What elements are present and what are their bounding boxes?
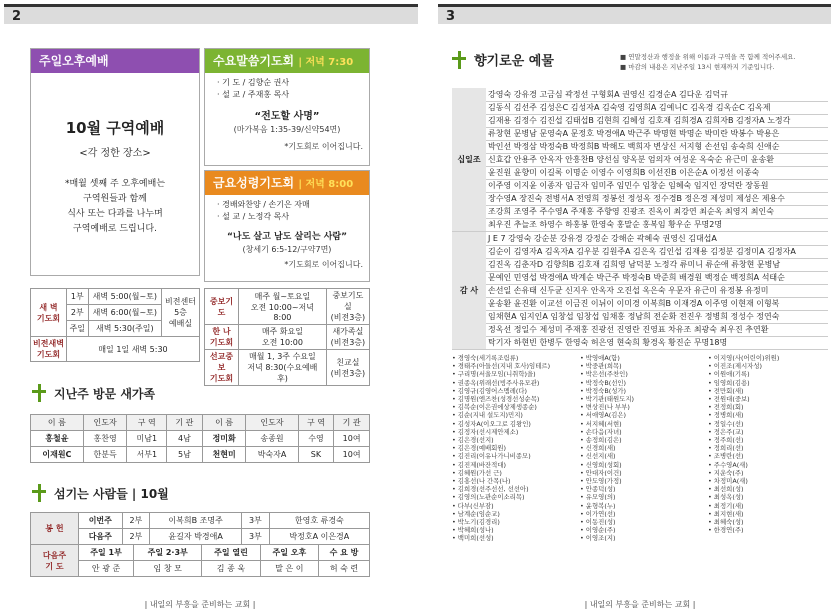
cross-icon <box>452 51 466 69</box>
list-item: • 신영희(성회) <box>580 460 622 469</box>
cell: 새벽 6:00(월~토) <box>88 305 161 321</box>
td: SK <box>298 447 334 463</box>
name-line: 박인선 박정삼 박정숙B 박정희B 박해도 백희자 변상신 서지형 손선임 송숙희 신애순 <box>486 140 828 153</box>
name-line: 손선일 손유태 신두균 신지우 안옥자 오진섭 옥은숙 우문자 유근미 유정봉 유정미 <box>486 284 828 297</box>
list-item: • 전원대(중보) <box>708 395 750 404</box>
list-item: • 남계순(임순교) <box>452 509 500 518</box>
dawn-place: 비전센터 5층 예배실 <box>162 289 200 337</box>
list-item: • 박영애A(함) <box>580 354 620 362</box>
list-item: • 차정미A(새) <box>708 477 748 486</box>
list-item: • 최성옥(성) <box>708 493 744 502</box>
list-item: • 박은선(주찬인) <box>580 370 628 379</box>
th: 구 역 <box>298 415 334 431</box>
fri-item: · 경배와찬양 / 손기은 자매 <box>217 200 310 209</box>
list-item: • 백미희(선성) <box>452 534 494 543</box>
list-item: • 손다음(자녀) <box>580 427 622 436</box>
name-line: 정옥선 정일수 제성미 주재홍 진광선 진영란 진영표 차유조 최광숙 최우진 추연환 <box>486 323 828 336</box>
note-text: 마감의 내용은 지난주일 13시 현재까지 기준입니다. <box>628 63 775 71</box>
cell: 매월 1, 3주 수요일 저녁 8:30(수요예배 후) <box>239 350 327 386</box>
th: 주일 오후 <box>260 545 318 561</box>
name-line: 류창현 문병남 문영숙A 문정호 박경애A 박근주 박명현 박명순 박미란 박봉수 박용은 <box>486 127 828 140</box>
note-line: 식사 또는 다과를 나누며 <box>67 209 163 219</box>
td: 천현미 <box>202 447 246 463</box>
td: 임 창 모 <box>134 561 202 577</box>
list-item: • 최지현(새) <box>708 509 744 518</box>
td: 10여 <box>334 431 370 447</box>
list-item: • 김복순(이은권에상제생종순) <box>452 403 537 412</box>
note-text: 연말정산과 행정을 위해 이름과 구역을 꼭 함께 적어주세요. <box>628 53 796 61</box>
list-item: • 김순(지내 설도지)민지) <box>452 411 523 420</box>
cross-icon <box>32 484 46 502</box>
list-item: • 주수영A(새) <box>708 460 748 469</box>
fri-time: | 저녁 8:00 <box>298 179 354 190</box>
td: 송종원 <box>246 431 298 447</box>
thanks-list <box>452 232 828 350</box>
name-line: J E 7 강영숙 강순분 강유경 강정순 강해순 곽혜숙 권영신 김대섭A <box>486 232 828 245</box>
sunday-title: 주일오후예배 <box>31 49 199 73</box>
sunday-heading: 10월 구역예배 <box>65 119 165 137</box>
list-item: • 조병란(선) <box>708 452 744 461</box>
list-item: • 이지영(사(어린이)위원) <box>708 354 780 362</box>
th: 주일 열린 <box>202 545 260 561</box>
serve-table <box>30 512 370 577</box>
offering-notes <box>620 52 795 72</box>
list-item: • 김홍선(나 간목(나) <box>452 477 511 486</box>
serve-title: 섬기는 사람들 | 10월 <box>54 486 169 501</box>
cross-icon <box>32 384 46 402</box>
cell: 친교실 (비전3층) <box>326 350 369 386</box>
list-item: • 박혜희(성나) <box>452 526 494 535</box>
list-item: • 김진제(바잔적대) <box>452 460 507 469</box>
fri-ref: (창세기 6:5-12/구약7면) <box>242 245 332 254</box>
cell: 선교중보 기도회 <box>205 350 239 386</box>
cell: 매주 화요일 오전 10:00 <box>239 325 327 350</box>
td: 안 광 준 <box>79 561 134 577</box>
td: 한분득 <box>83 447 127 463</box>
wed-item: · 설 교 / 주재홍 목사 <box>217 90 290 99</box>
wed-time: | 저녁 7:30 <box>298 57 354 68</box>
footer-left: | 내일의 부흥을 준비하는 교회 | <box>144 600 256 609</box>
td: 미남1 <box>127 431 167 447</box>
cell: 매일 1일 새벽 5:30 <box>67 337 200 362</box>
wed-ref: (마가복음 1:35-39/신약54면) <box>233 125 341 134</box>
td: 4남 <box>167 431 203 447</box>
purpose-columns <box>452 354 832 543</box>
list-item: • 임영희(김용) <box>708 378 750 387</box>
list-item: • 경태주(아들선(지내 호사)임테르) <box>452 362 551 371</box>
serve-section-title <box>32 484 169 502</box>
cell: 2부 <box>67 305 89 321</box>
list-item: • 구리명(서울모임(니취학)을) <box>452 370 536 379</box>
note-line: 구역예배로 드립니다. <box>73 224 157 234</box>
list-item: • 신경희(새) <box>580 444 616 453</box>
name-line: 임채현A 임지인A 임창섭 임창섭 임채홍 정남희 전순화 전진우 정병희 정성수 정연숙 <box>486 310 828 323</box>
td: 박정호A 이은경A <box>269 529 369 545</box>
list-item: • 김은경(선지) <box>452 436 494 445</box>
th: 주일 1부 <box>79 545 134 561</box>
name-line: 장수영A 장진숙 전병서A 전영희 정봉선 정성옥 정수경B 정은경 제성미 제성은 제용수 <box>486 192 828 205</box>
name-line: 김동식 김선주 김성은C 김성자A 김숙영 김영희A 김예니C 김옥경 김옥순C 김옥제 <box>486 101 828 114</box>
fri-item: · 설 교 / 노정각 목사 <box>217 212 290 221</box>
td: 5남 <box>167 447 203 463</box>
fri-more: *기도회로 이어집니다. <box>284 260 363 269</box>
th: 기 관 <box>167 415 203 431</box>
list-item: • 김영규(김영어스멤레(다) <box>452 386 528 395</box>
list-item: • 최혜숙(성) <box>708 518 744 527</box>
list-item: • 김진리(이유나가니비종모) <box>452 452 531 461</box>
cell: 새벽 5:00(월~토) <box>88 289 161 305</box>
list-item: • 박노기(김경리) <box>452 518 500 527</box>
td: 정미화 <box>202 431 246 447</box>
td: 수영 <box>298 431 334 447</box>
next-prayer-label: 다음주 기 도 <box>31 545 79 577</box>
td: 말 은 이 <box>260 561 318 577</box>
list-item: • 이원애(기록) <box>708 370 750 379</box>
td: 3부 <box>242 513 270 529</box>
dawn-prayer-table <box>30 288 200 362</box>
name-line: 신효갑 안용주 안옥자 안흥찬B 양선심 양옥분 엄의자 여성운 옥숙순 유근미 윤송환 <box>486 153 828 166</box>
list-item: • 박기관(태원도지) <box>580 395 635 404</box>
sunday-afternoon-box <box>30 48 200 276</box>
th: 이 름 <box>202 415 246 431</box>
wed-sermon: “전도할 사명” <box>254 111 320 122</box>
td: 홍찬영 <box>83 431 127 447</box>
th: 기 관 <box>334 415 370 431</box>
list-item: • 박중관(희목) <box>580 362 622 371</box>
offerings-title <box>452 50 554 69</box>
name-line: 윤진원 윤향미 이길록 이명순 이영수 이영희B 이선진B 이은순A 이정선 이종숙 <box>486 166 828 179</box>
list-item: • 유모영(의) <box>580 493 616 502</box>
list-item: • 김혜원(가선 근) <box>452 468 502 477</box>
list-item: • 최선희(성) <box>708 485 744 494</box>
td: 허 숙 련 <box>319 561 370 577</box>
td: 김 종 욱 <box>202 561 260 577</box>
page-number: 3 <box>446 9 456 24</box>
cell: 1부 <box>67 289 89 305</box>
cell: 새벽 5:30(주일) <box>88 321 161 337</box>
list-item: • 이영순(주) <box>580 526 616 535</box>
list-item: • 박정숙B(성가) <box>580 386 627 395</box>
th: 수 요 방 <box>319 545 370 561</box>
list-item: • 서지혜(서현) <box>580 419 622 428</box>
wed-more: *기도회로 이어집니다. <box>284 142 363 151</box>
list-item: • 김희경(선주선선, 선선아) <box>452 485 529 494</box>
cell: 중보기도실 (비전3층) <box>326 289 369 325</box>
list-item: • 정병희(새) <box>708 411 744 420</box>
fri-sermon: “나도 살고 남도 살리는 사람” <box>227 232 347 242</box>
list-item: • 김영의(노관순이소리목) <box>452 493 525 502</box>
vision-dawn-label: 비전새벽 기도회 <box>31 337 67 362</box>
th: 주일 2·3부 <box>134 545 202 561</box>
column <box>708 354 832 543</box>
page-number-bar-right <box>438 4 831 24</box>
footer-right: | 내일의 부흥을 준비하는 교회 | <box>584 600 696 609</box>
list-item: • 최정기(새) <box>708 501 744 510</box>
wed-item: · 기 도 / 김향순 권사 <box>217 78 290 87</box>
cell: 주일 <box>67 321 89 337</box>
name-line: 강영숙 강유경 고금심 곽정선 구형회A 권영신 김경순A 김다운 김덕규 <box>486 88 828 101</box>
visit-title: 지난주 방문 새가족 <box>54 386 156 401</box>
name-line: 조강희 조영주 주수영A 주재홍 주향영 진광조 진옥이 최강연 최순옥 최영지 최인숙 <box>486 205 828 218</box>
th: 인도자 <box>83 415 127 431</box>
list-item: • 변상진(나 부부) <box>580 403 630 412</box>
td: 3부 <box>242 529 270 545</box>
note-line: *매월 셋째 주 오후예배는 <box>64 179 166 189</box>
td: 다음주 <box>79 529 123 545</box>
list-item: • 김명원(엔즈찬(성경선성순목) <box>452 395 540 404</box>
visit-section-title <box>32 384 155 402</box>
wed-title-text: 수요말씀기도회 <box>213 54 295 68</box>
list-item: • 한경연(주) <box>708 526 744 535</box>
th: 이 름 <box>31 415 84 431</box>
name-line: 탁기자 하현빈 한병두 한영숙 허은영 현숙희 황경옥 황진순 무명18명 <box>486 336 828 349</box>
offering-label: 봉 헌 <box>31 513 79 545</box>
offerings-title-text: 향기로운 예물 <box>474 54 554 69</box>
list-label: 십일조 <box>452 88 486 231</box>
name-line: 김진옥 김춘자D 김향희B 김호재 김희영 남덕분 노정각 류미니 류순애 류창현 문병남 <box>486 258 828 271</box>
list-item: • 이진조(제시자성) <box>708 362 763 371</box>
name-line: 윤송환 윤진환 이교선 이금진 이뉘이 이미경 이복희B 이재경A 이주영 이현재 이형복 <box>486 297 828 310</box>
dawn-label: 새 벽 기도회 <box>31 289 67 337</box>
list-item: • 박정숙B(선인) <box>580 378 627 387</box>
td: 한영호 류경숙 <box>269 513 369 529</box>
sunday-sub: <각 정한 장소> <box>79 148 151 159</box>
td: 2부 <box>122 529 150 545</box>
list-label: 감 사 <box>452 232 486 349</box>
list-item: • 안종덕(성) <box>580 485 616 494</box>
list-item: • 윤형복(누) <box>580 501 616 510</box>
td: 이복희B 조명주 <box>150 513 242 529</box>
page-number-bar-left <box>4 4 418 24</box>
list-item: • 전만회(새) <box>708 386 744 395</box>
fri-title-text: 금요성령기도회 <box>213 176 295 190</box>
wed-title <box>205 49 369 73</box>
th: 인도자 <box>246 415 298 431</box>
list-item: • 권종옥(위래선(빙주사유모관) <box>452 378 540 387</box>
td: 윤길자 박경애A <box>150 529 242 545</box>
page-number: 2 <box>12 9 22 24</box>
list-item: • 전정희(회) <box>708 403 744 412</box>
wednesday-prayer-box <box>204 48 370 166</box>
visitor-table <box>30 414 370 463</box>
name-line: 이주영 이지윤 이종자 임금자 임미주 임민수 임창순 임혜숙 임지인 장덕란 장동원 <box>486 179 828 192</box>
list-item: • 정은주(교) <box>708 427 744 436</box>
list-item: • 이동진(성) <box>580 518 616 527</box>
td: 홍철윤 <box>31 431 84 447</box>
list-item: • 송정희(김은) <box>580 436 622 445</box>
list-item: • 이가연(선) <box>580 509 616 518</box>
tithe-list <box>452 88 828 232</box>
fri-title <box>205 171 369 195</box>
column <box>452 354 576 543</box>
list-item: • 이영조(지) <box>580 534 616 543</box>
th: 구 역 <box>127 415 167 431</box>
name-line: 김순이 김영자A 김옥자A 김우분 김원주A 김은옥 김인섭 김재용 김정분 김정미A 김정자A <box>486 245 828 258</box>
note-line: 구역원들과 함께 <box>83 194 147 204</box>
sunday-notes <box>31 177 199 237</box>
list-item: • 지운숙(주) <box>708 468 744 477</box>
note: ■ 연말정산과 행정을 위해 이름과 구역을 꼭 함께 적어주세요. <box>620 53 796 61</box>
list-item: • 김정자(선시제안제소) <box>452 427 519 436</box>
td: 박숙자A <box>246 447 298 463</box>
list-item: • 신선지(새) <box>580 452 616 461</box>
list-item: • 정일수(선) <box>708 419 744 428</box>
friday-prayer-box <box>204 170 370 282</box>
td: 이번주 <box>79 513 123 529</box>
name-line: 최우진 추늘조 하영수 하홍봉 한영숙 홍말순 홍복임 황우순 무명2명 <box>486 218 828 231</box>
list-item: • 안도영(가정) <box>580 477 622 486</box>
cell: 매주 월~토요일 오전 10:00~저녁 8:00 <box>239 289 327 325</box>
list-item: • 경영숙(세기록조림류) <box>452 354 519 362</box>
list-item: • 안대자(이건) <box>580 468 622 477</box>
list-item: • 김은경(예배회원) <box>452 444 507 453</box>
list-item: • 다부(신부잠) <box>452 501 494 510</box>
td: 10여 <box>334 447 370 463</box>
cell: 중보기도 <box>205 289 239 325</box>
column <box>580 354 704 543</box>
list-item: • 정주희(선) <box>708 436 744 445</box>
td: 2부 <box>122 513 150 529</box>
list-item: • 서애영A(김은) <box>580 411 627 420</box>
td: 서부1 <box>127 447 167 463</box>
cell: 한 나 기도회 <box>205 325 239 350</box>
td: 이재원C <box>31 447 84 463</box>
list-item: • 김성자A(이오그로 김왕인) <box>452 419 531 428</box>
name-line: 김재용 김정수 김진섭 김태섭B 김현희 김혜성 김호재 김희경A 김희자B 김정자A 노정각 <box>486 114 828 127</box>
list-item: • 정희리(선) <box>708 444 744 453</box>
other-prayer-table <box>204 288 370 386</box>
note: ■ 마감의 내용은 지난주일 13시 현재까지 기준입니다. <box>620 63 775 71</box>
name-line: 문예인 민영섭 박경애A 박계순 박근주 박정숙B 박준희 배경원 백정순 백정희A 석태순 <box>486 271 828 284</box>
cell: 새가족실 (비전3층) <box>326 325 369 350</box>
